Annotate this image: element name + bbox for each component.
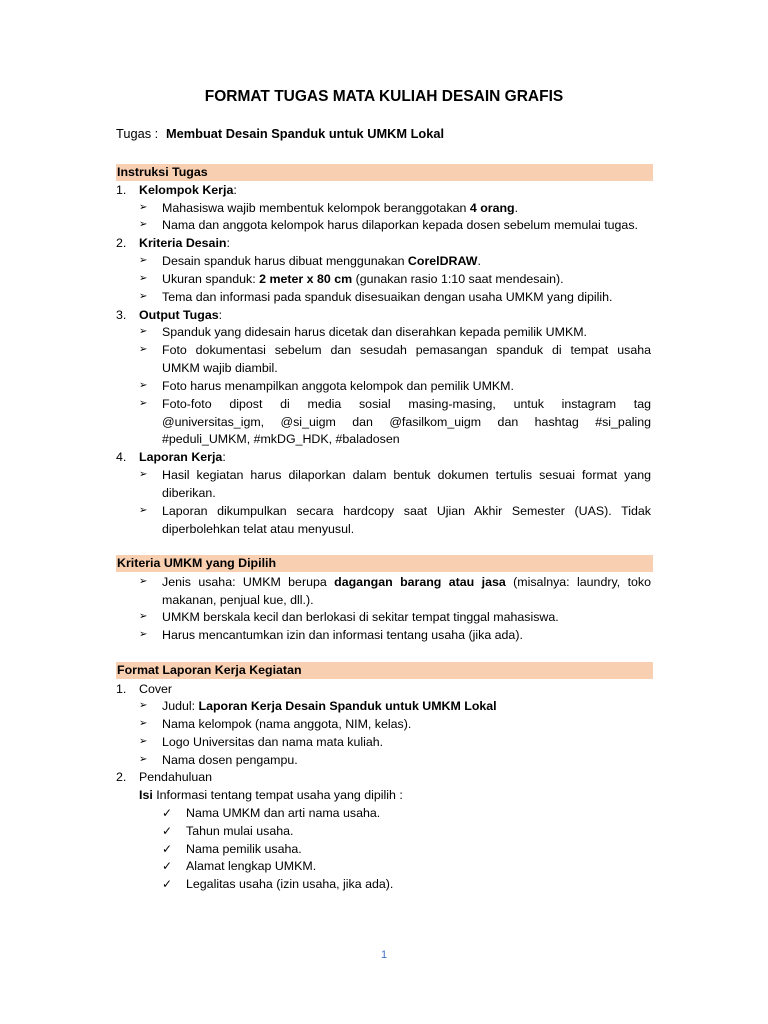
arrow-bullet-icon: ➢ <box>139 291 148 302</box>
arrow-bullet-icon: ➢ <box>139 255 148 266</box>
checkmark-icon: ✓ <box>162 877 173 891</box>
arrow-bullet-icon: ➢ <box>139 380 148 391</box>
arrow-bullet-icon: ➢ <box>139 326 148 337</box>
task-label: Tugas : <box>116 126 159 141</box>
arrow-bullet-icon: ➢ <box>139 629 148 640</box>
arrow-bullet-icon: ➢ <box>139 202 148 213</box>
task-line <box>116 126 444 141</box>
arrow-bullet-icon: ➢ <box>139 611 148 622</box>
arrow-bullet-icon: ➢ <box>139 754 148 765</box>
task-value: Membuat Desain Spanduk untuk UMKM Lokal <box>166 126 445 141</box>
arrow-bullet-icon: ➢ <box>139 398 148 409</box>
arrow-bullet-icon: ➢ <box>139 576 148 587</box>
checkmark-icon: ✓ <box>162 824 173 838</box>
arrow-bullet-icon: ➢ <box>139 273 148 284</box>
arrow-bullet-icon: ➢ <box>139 736 148 747</box>
arrow-bullet-icon: ➢ <box>139 469 148 480</box>
page-title: FORMAT TUGAS MATA KULIAH DESAIN GRAFIS <box>204 88 564 105</box>
section-heading-format: Format Laporan Kerja Kegiatan <box>116 662 653 679</box>
arrow-bullet-icon: ➢ <box>139 219 148 230</box>
arrow-bullet-icon: ➢ <box>139 718 148 729</box>
checkmark-icon: ✓ <box>162 859 173 873</box>
arrow-bullet-icon: ➢ <box>139 700 148 711</box>
section-heading-instruksi: Instruksi Tugas <box>116 164 653 181</box>
document-page: FORMAT TUGAS MATA KULIAH DESAIN GRAFIS Tugas : Membuat Desain Spanduk untuk UMKM Lokal Instruksi Tugas 1. Kelompok Kerja: ➢ Mahasiswa wajib membentuk kelompok beranggotakan 4 orang. ➢ Nama dan anggota kelompok harus dilaporkan kepada dosen sebelum memulai tugas. 2. Kriteria Desain: ➢ Desain spanduk harus dibuat menggunakan CorelDRAW. ➢ Ukuran spanduk: 2 meter x 80 cm (gunakan rasio 1:10 saat mendesain). ➢ Tema dan informasi pada spanduk disesuaikan dengan usaha UMKM yang dipilih. 3. Output Tugas: ➢ Spanduk yang didesain harus dicetak dan diserahkan kepada pemilik UMKM. ➢ Foto dokumentasi sebelum dan sesudah pemasangan spanduk di tempat usaha UMKM wajib diambil. ➢ Foto harus menampilkan anggota kelompok dan pemilik UMKM. ➢ Foto-foto dipost di media sosial masing-masing, untuk instagram tag @universitas_igm, @si_uigm dan @fasilkom_uigm dan hashtag #si_paling #peduli_UMKM, #mkDG_HDK, #baladosen 4. Laporan Kerja: ➢ Hasil kegiatan harus dilaporkan dalam bentuk dokumen tertulis sesuai format yang diberikan. ➢ Laporan dikumpulkan secara hardcopy saat Ujian Akhir Semester (UAS). Tidak diperbolehkan telat atau menyusul. Kriteria UMKM yang Dipilih ➢ Jenis usaha: UMKM berupa dagangan barang atau jasa (misalnya: laundry, toko makanan, penjual kue, dll.). ➢ UMKM berskala kecil dan berlokasi di sekitar tempat tinggal mahasiswa. ➢ Harus mencantumkan izin dan informasi tentang usaha (jika ada). Format Laporan Kerja Kegiatan 1. Cover ➢ Judul: Laporan Kerja Desain Spanduk untuk UMKM Lokal ➢ Nama kelompok (nama anggota, NIM, kelas). ➢ Logo Universitas dan nama mata kuliah. ➢ Nama dosen pengampu. 2. Pendahuluan Isi Informasi tentang tempat usaha yang dipilih : ✓ Nama UMKM dan arti nama usaha. ✓ Tahun mulai usaha. ✓ Nama pemilik usaha. ✓ Alamat lengkap UMKM. ✓ Legalitas usaha (izin usaha, jika ada). 1 <box>0 0 768 1024</box>
checkmark-icon: ✓ <box>162 842 173 856</box>
checkmark-icon: ✓ <box>162 806 173 820</box>
arrow-bullet-icon: ➢ <box>139 505 148 516</box>
arrow-bullet-icon: ➢ <box>139 344 148 355</box>
page-number: 1 <box>380 949 388 961</box>
section-heading-kriteria: Kriteria UMKM yang Dipilih <box>116 555 653 572</box>
